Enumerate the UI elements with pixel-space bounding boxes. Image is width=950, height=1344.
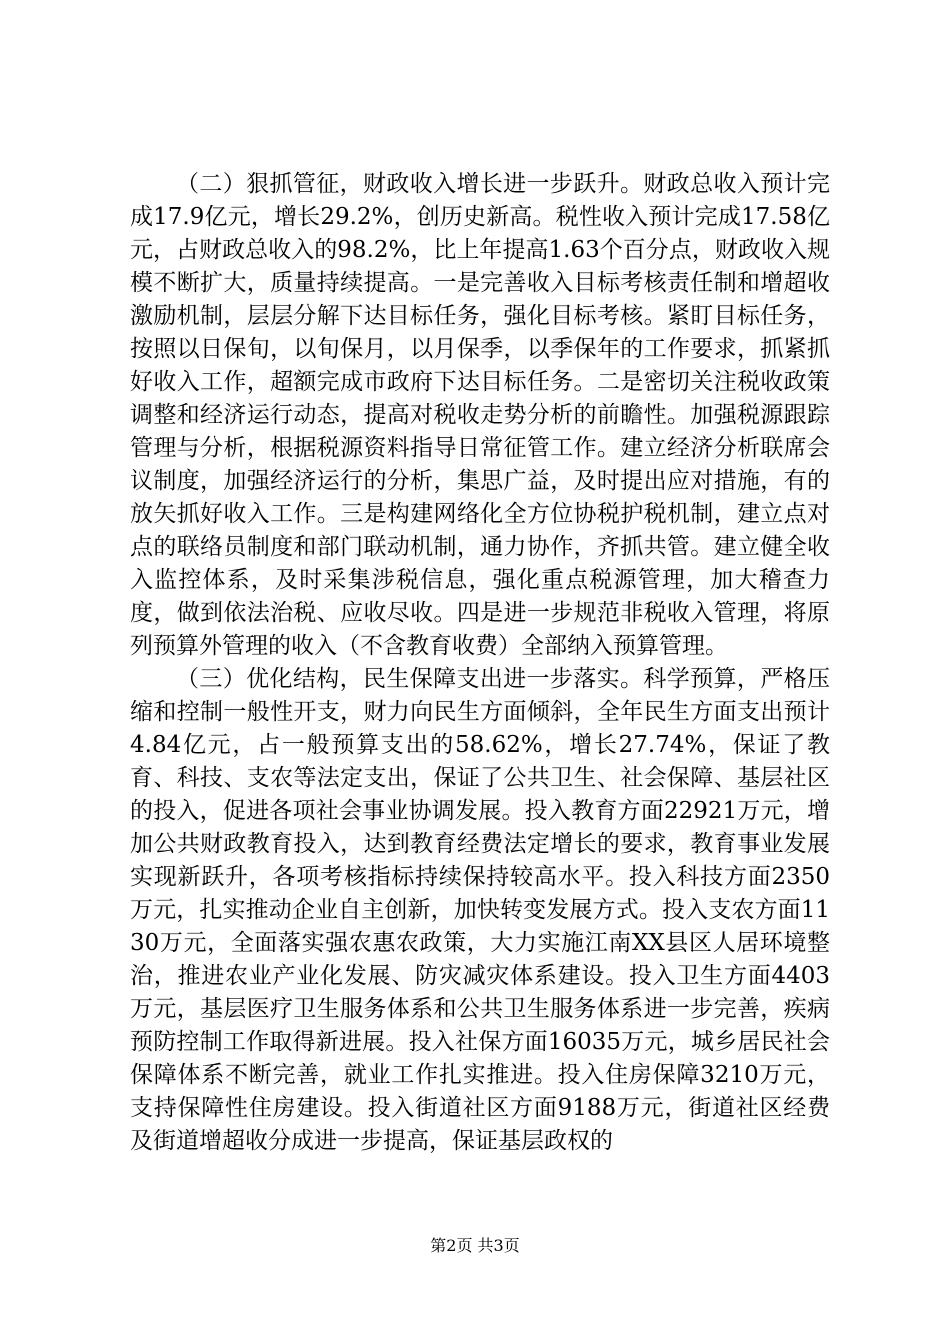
- paragraph-revenue: （二）狠抓管征，财政收入增长进一步跃升。财政总收入预计完成17.9亿元，增长29.2%，创历史新高。税性收入预计完成17.58亿元，占财政总收入的98.2%，比上年提高1.63个百分点，财政收入规模不断扩大，质量持续提高。一是完善收入目标考核责任制和增超收激励机制，层层分解下达目标任务，强化目标考核。紧盯目标任务，按照以日保旬，以旬保月，以月保季，以季保年的工作要求，抓紧抓好收入工作，超额完成市政府下达目标任务。二是密切关注税收政策调整和经济运行动态，提高对税收走势分析的前瞻性。加强税源跟踪管理与分析，根据税源资料指导日常征管工作。建立经济分析联席会议制度，加强经济运行的分析，集思广益，及时提出应对措施，有的放矢抓好收入工作。三是构建网络化全方位协税护税机制，建立点对点的联络员制度和部门联动机制，通力协作，齐抓共管。建立健全收入监控体系，及时采集涉税信息，强化重点税源管理，加大稽查力度，做到依法治税、应收尽收。四是进一步规范非税收入管理，将原列预算外管理的收入（不含教育收费）全部纳入预算管理。: [130, 171, 830, 659]
- paragraph-expenditure: （三）优化结构，民生保障支出进一步落实。科学预算，严格压缩和控制一般性开支，财力向民生方面倾斜，全年民生方面支出预计4.84亿元，占一般预算支出的58.62%，增长27.74%，保证了教育、科技、支农等法定支出，保证了公共卫生、社会保障、基层社区的投入，促进各项社会事业协调发展。投入教育方面22921万元，增加公共财政教育投入，达到教育经费法定增长的要求，教育事业发展实现新跃升，各项考核指标持续保持较高水平。投入科技方面2350万元，扎实推动企业自主创新，加快转变发展方式。投入支农方面1130万元，全面落实强农惠农政策，大力实施江南XX县区人居环境整治，推进农业产业化发展、防灾减灾体系建设。投入卫生方面4403万元，基层医疗卫生服务体系和公共卫生服务体系进一步完善，疾病预防控制工作取得新进展。投入社保方面16035万元，城乡居民社会保障体系不断完善，就业工作扎实推进。投入住房保障3210万元，支持保障性住房建设。投入街道社区方面9188万元，街道社区经费及街道增超收分成进一步提高，保证基层政权的: [130, 666, 830, 1154]
- page-number: 第2页 共3页: [430, 1236, 520, 1255]
- document-body: [130, 168, 830, 1158]
